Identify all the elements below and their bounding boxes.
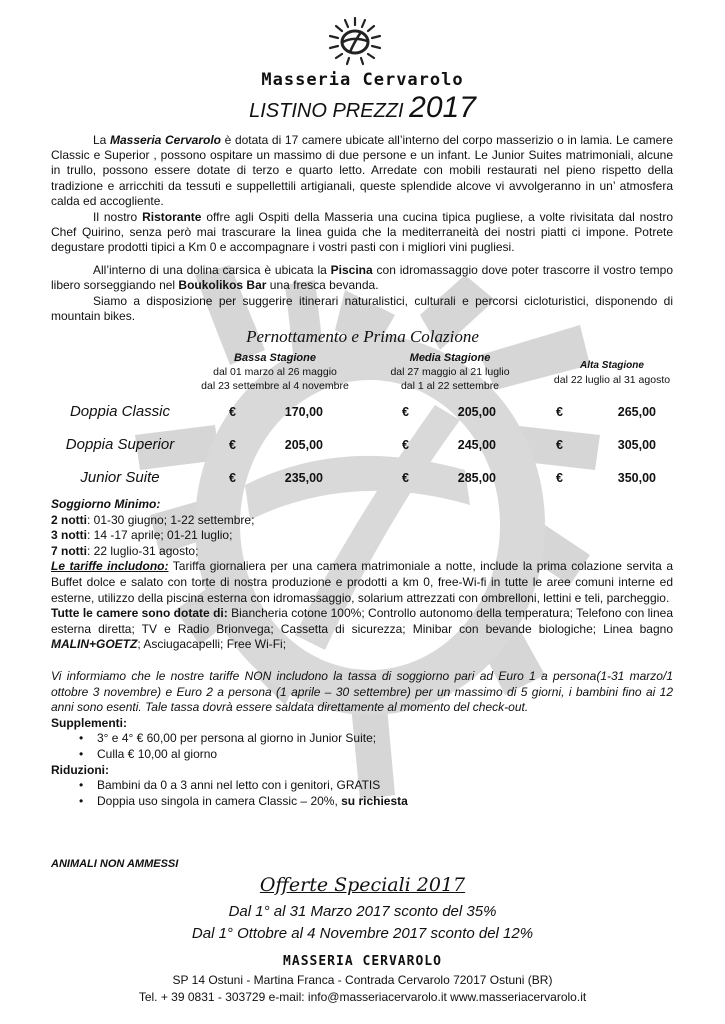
text-run: offre agli Ospiti della Masseria una cucina tipica pugliese, a volte rivisitata dal nostro Chef Quirino, senza però mai trascurare la linea guida che la mediterraneità dei nostri piatti ci impone. Potrete degustare prodotti tipici a Km 0 e accompagnare i vostri pasti con i migliori vini pugliesi. (51, 210, 673, 255)
min-stay-label: Soggiorno Minimo: (51, 497, 161, 511)
price-value: 305,00 (617, 438, 656, 452)
text-run: è dotata di 17 camere ubicate all’interno del corpo masserizio o in lamia. Le camere Classic e Superior , possono ospitare un massimo di due persone e un infant. Le Junior Suites matrimoniali, alcune in trullo, possono essere dotate di terzo e quarto letto. Arredate con mobili restaurati nel pieno rispetto della tradizione e arricchiti da tessuti e suppellettili artigianali, queste splendide alcove vi avvolgeranno in un’ atmosfera calda ed accogliente. (51, 133, 673, 208)
reduction-text: Doppia uso singola in camera Classic – 20%, (97, 793, 342, 808)
list-item (79, 794, 673, 810)
season-mid-dates-1: dal 27 maggio al 21 luglio (390, 366, 510, 378)
text-run: Siamo a disposizione per suggerire itinerari naturalistici, culturali e percorsi cicloturistici, disponendo di mountain bikes. (51, 294, 673, 324)
min-stay-line (51, 528, 673, 544)
room-type-name: Doppia Superior (65, 436, 175, 453)
list-item: • 3° e 4° € 60,00 per persona al giorno in Junior Suite; (79, 731, 673, 747)
offers-title: Offerte Speciali 2017 (259, 874, 466, 896)
season-high (537, 359, 687, 387)
brand-name: Masseria Cervarolo (261, 70, 464, 90)
room-amenities-brand: MALIN+GOETZ (51, 637, 138, 652)
currency-symbol: € (402, 471, 409, 485)
min-stay-nights: 2 notti (51, 512, 87, 527)
price-value: 205,00 (284, 438, 323, 452)
min-stay-dates: : 22 luglio-31 agosto; (87, 543, 199, 558)
title-year: 2017 (409, 91, 476, 124)
includes-label: Le tariffe includono: (51, 559, 169, 574)
supplements-label: Supplementi: (51, 715, 128, 730)
min-stay-line (51, 544, 673, 560)
footer-contacts: Tel. + 39 0831 - 303729 e-mail: info@masseriacervarolo.it www.masseriacervarolo.it (138, 990, 587, 1004)
list-item: • Bambini da 0 a 3 anni nel letto con i genitori, GRATIS (79, 778, 673, 794)
conditions-block (51, 497, 673, 809)
reductions-label: Riduzioni: (51, 762, 109, 777)
currency-symbol: € (229, 471, 236, 485)
footer-address: SP 14 Ostuni - Martina Franca - Contrada Cervarolo 72017 Ostuni (BR) (172, 973, 553, 987)
text-run: con idromassaggio dove poter trascorre il vostro tempo libero sorseggiando nel (51, 263, 673, 293)
text-run: Boukolikos Bar (178, 278, 267, 293)
offer-october: Dal 1° Ottobre al 4 Novembre 2017 sconto del 12% (191, 925, 534, 942)
min-stay-nights: 3 notti (51, 528, 87, 543)
supplements-list (51, 731, 673, 762)
room-type-name: Doppia Classic (69, 403, 171, 420)
text-run: una fresca bevanda. (266, 278, 379, 293)
intro-paragraph-pool (51, 263, 673, 293)
min-stay-dates: : 14 -17 aprile; 01-21 luglio; (87, 528, 233, 543)
season-low (190, 351, 360, 393)
season-high-name: Alta Stagione (580, 360, 644, 371)
currency-symbol: € (556, 405, 563, 419)
season-low-dates-1: dal 01 marzo al 26 maggio (213, 366, 337, 378)
price-value: 285,00 (457, 471, 496, 485)
page-title (0, 91, 725, 125)
season-high-dates-1: dal 22 luglio al 31 agosto (553, 374, 671, 386)
room-amenities-text: Biancheria cotone 100%; Controllo autonomo della temperatura; Telefono con linea esterna diretta; TV e Radio Brionvega; Cassetta di sicurezza; Minibar con bevande biologiche; Linea bagno (51, 606, 673, 636)
text-run: Masseria Cervarolo (109, 133, 222, 147)
room-type-name: Junior Suite (80, 469, 160, 486)
room-amenities-tail: ; Asciugacapelli; Free Wi-Fi; (137, 637, 287, 652)
season-mid-name: Media Stagione (409, 352, 491, 364)
price-value: 235,00 (284, 471, 323, 485)
season-mid-dates-2: dal 1 al 22 settembre (400, 380, 500, 392)
currency-symbol: € (402, 438, 409, 452)
price-value: 205,00 (457, 405, 496, 419)
text-run: Piscina (330, 263, 373, 277)
price-value: 245,00 (457, 438, 496, 452)
intro-paragraph-itineraries (51, 294, 673, 324)
room-amenities-paragraph (51, 606, 673, 653)
currency-symbol: € (402, 405, 409, 419)
intro-paragraph-restaurant (51, 210, 673, 256)
footer-brand: MASSERIA CERVAROLO (283, 954, 442, 969)
price-value: 265,00 (617, 405, 656, 419)
season-low-name: Bassa Stagione (234, 352, 316, 364)
masseria-logo-icon (318, 14, 392, 70)
text-run: All’interno di una dolina carsica è ubicata la (93, 263, 331, 277)
currency-symbol: € (556, 471, 563, 485)
no-animals-note: ANIMALI NON AMMESSI (51, 858, 179, 870)
text-run: Ristorante (142, 210, 202, 224)
text-run: Il nostro (93, 210, 143, 224)
season-low-dates-2: dal 23 settembre al 4 novembre (201, 380, 349, 392)
currency-symbol: € (229, 405, 236, 419)
text-run: La (93, 133, 110, 147)
currency-symbol: € (556, 438, 563, 452)
intro-paragraph-rooms (51, 133, 673, 209)
includes-paragraph (51, 559, 673, 606)
min-stay-nights: 7 notti (51, 543, 87, 558)
reductions-list (51, 778, 673, 809)
list-item: • Culla € 10,00 al giorno (79, 747, 673, 763)
currency-symbol: € (229, 438, 236, 452)
title-text: LISTINO PREZZI (249, 100, 404, 122)
min-stay-line (51, 513, 673, 529)
season-mid (370, 351, 530, 393)
min-stay-dates: : 01-30 giugno; 1-22 settembre; (87, 512, 255, 527)
reduction-on-request: su richiesta (341, 793, 408, 808)
includes-text: Tariffa giornaliera per una camera matrimoniale a notte, include la prima colazione servita a Buffet dolce e salato con torte di nostra produzione e prodotti a km 0, free-Wi-fi in tutte le aree comuni interne ed esterne, utilizzo della piscina esterna con idromassaggio, solarium attrezzati con ombrelloni, lettini e teli, parcheggio. (51, 559, 673, 605)
tax-note: Vi informiamo che le nostre tariffe NON includono la tassa di soggiorno pari ad Euro 1 a persona(1-31 marzo/1 ottobre 3 novembre) e Euro 2 a persona (1 aprile – 30 settembre) per un massimo di 5 giorni, i bambini fino ai 12 anni sono esenti. Tale tassa dovrà essere saldata direttamente al momento del check-out. (51, 668, 673, 715)
offer-march: Dal 1° al 31 Marzo 2017 sconto del 35% (228, 903, 497, 920)
price-value: 170,00 (284, 405, 323, 419)
room-amenities-label: Tutte le camere sono dotate di: (51, 606, 228, 621)
pricing-heading: Pernottamento e Prima Colazione (246, 327, 479, 346)
price-value: 350,00 (617, 471, 656, 485)
